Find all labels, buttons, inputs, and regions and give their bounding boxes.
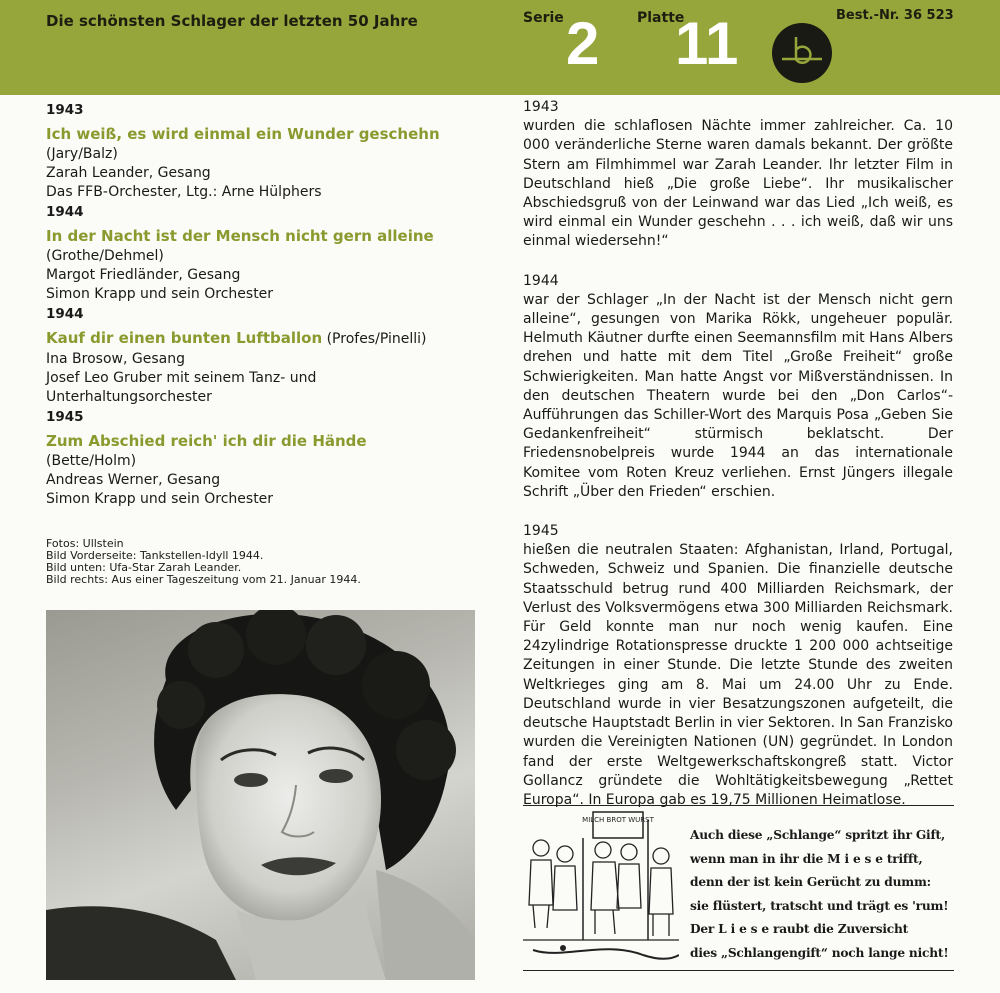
portrait-photo [46,610,475,980]
song-title: Ich weiß, es wird einmal ein Wunder geschehn [46,125,440,143]
order-number: Best.-Nr. 36 523 [836,8,954,23]
song-year: 1945 [46,409,84,425]
song-composers: (Bette/Holm) [46,453,137,469]
credit-line: Bild Vorderseite: Tankstellen-Idyll 1944. [46,549,264,562]
song-entry [46,407,476,509]
credit-line: Bild unten: Ufa-Star Zarah Leander. [46,561,242,574]
song-title: Kauf dir einen bunten Luftballon (Profes/Pinelli) [46,329,427,347]
paragraph-text: wurden die schlaflosen Nächte immer zahlreicher. Ca. 10 000 veränderliche Sterne waren damals bekannt. Der größte Stern am Filmhimmel war Zarah Leander. Ihr letzter Film in Deutschland hieß „Die große Liebe“. Ihr musikalischer Abschiedsgruß von der Leinwand war das Lied „Ich weiß, es wird einmal ein Wunder geschehn . . . ich weiß, daß wir uns einmal wiedersehn!“ [523,118,953,250]
song-list [46,100,476,509]
platte-number: 11 [675,10,739,77]
divider-top [523,805,954,806]
verse-line: denn der ist kein Gerücht zu dumm: [690,875,931,889]
verse-line: wenn man in ihr die M i e s e trifft, [690,851,923,866]
verse-line: sie flüstert, tratscht und trägt es 'rum! [690,898,949,913]
song-orchestra: Josef Leo Gruber mit seinem Tanz- und [46,370,317,386]
cartoon-sign: MILCH BROT WURST [582,816,654,824]
song-orchestra-cont: Unterhaltungsorchester [46,389,212,405]
song-year: 1943 [46,102,84,118]
verse-line: Der L i e s e raubt die Zuversicht [690,922,909,936]
credit-line: Fotos: Ullstein [46,537,124,550]
song-entry [46,202,476,304]
history-paragraph [523,522,953,810]
song-entry [46,100,476,202]
photo-credits [46,538,361,586]
song-composers: (Grothe/Dehmel) [46,248,164,264]
song-year: 1944 [46,204,84,220]
song-composers: (Jary/Balz) [46,146,118,162]
song-composers-inline: (Profes/Pinelli) [322,331,427,347]
song-entry [46,304,476,407]
history-paragraph [523,272,953,502]
song-orchestra: Simon Krapp und sein Orchester [46,491,274,507]
credit-line: Bild rechts: Aus einer Tageszeitung vom 21. Januar 1944. [46,573,361,586]
cartoon-verse [690,824,956,965]
song-title: Zum Abschied reich' ich dir die Hände [46,432,367,450]
divider-bottom [523,970,954,971]
history-text [523,98,953,830]
song-title: In der Nacht ist der Mensch nicht gern alleine [46,227,434,245]
paragraph-year: 1945 [523,523,559,540]
paragraph-year: 1943 [523,99,559,115]
b-logo-icon [772,23,832,83]
history-paragraph [523,98,953,252]
header-bar [0,0,1000,95]
cartoon-illustration [523,810,679,968]
paragraph-text: hießen die neutralen Staaten: Afghanistan, Irland, Portugal, Schweden, Schweiz und Spanien. Die finanzielle deutsche Staatsschuld betrug rund 400 Milliarden Reichsmark, der Verlust des Volksvermögens etwa 300 Milliarden Reichsmark. Für Geld konnte man nur noch wenig kaufen. Eine 24zylindrige Rotationspresse druckte 1 200 000 achtseitige Zeitungen in einer Stunde. Die letzte Stunde des zweiten Weltkrieges ging am 8. Mai um 24.00 Uhr zu Ende. Deutschland wurde in vier Besatzungszonen aufgeteilt, die deutsche Hauptstadt Berlin in vier Sektoren. In San Franzisko wurden die Vereinigten Nationen (UN) gegründet. In London fand der erste Weltgewerkschaftskongreß statt. Victor Gollancz gründete die Wohltätigkeitsbewegung „Rettet Europa“. In Europa gab es 19,75 Millionen Heimatlose. [523,542,953,808]
song-singer: Ina Brosow, Gesang [46,351,185,367]
series-tagline: Die schönsten Schlager der letzten 50 Jahre [46,12,418,30]
serie-label: Serie [523,10,564,26]
paragraph-year: 1944 [523,272,559,289]
song-singer: Margot Friedländer, Gesang [46,267,241,283]
paragraph-text: war der Schlager „In der Nacht ist der Mensch nicht gern alleine“, gesungen von Marika Rökk, ungeheuer populär. Helmuth Käutner durfte einen Seemannsfilm mit Hans Albers drehen und hatte mit dem Titel „Große Freiheit“ große Schwierigkeiten. Man hatte Angst vor Mißverständnissen. In den deutschen Theatern wurde bei den „Don Carlos“-Aufführungen das Schiller-Wort des Marquis Posa „Geben Sie Gedankenfreiheit“ stürmisch beklatscht. Der Friedensnobelpreis wurde 1944 an das internationale Komitee vom Roten Kreuz verliehen. Ernst Jüngers illegale Schrift „Über den Frieden“ erschien. [523,291,953,500]
song-orchestra: Das FFB-Orchester, Ltg.: Arne Hülphers [46,184,322,200]
serie-number: 2 [566,10,600,77]
song-singer: Andreas Werner, Gesang [46,472,221,488]
song-year: 1944 [46,306,84,322]
song-singer: Zarah Leander, Gesang [46,165,211,181]
song-orchestra: Simon Krapp und sein Orchester [46,286,274,302]
verse-line: dies „Schlangengift“ noch lange nicht! [690,945,949,960]
platte-label: Platte [637,10,685,26]
verse-line: Auch diese „Schlange“ spritzt ihr Gift, [690,828,945,842]
